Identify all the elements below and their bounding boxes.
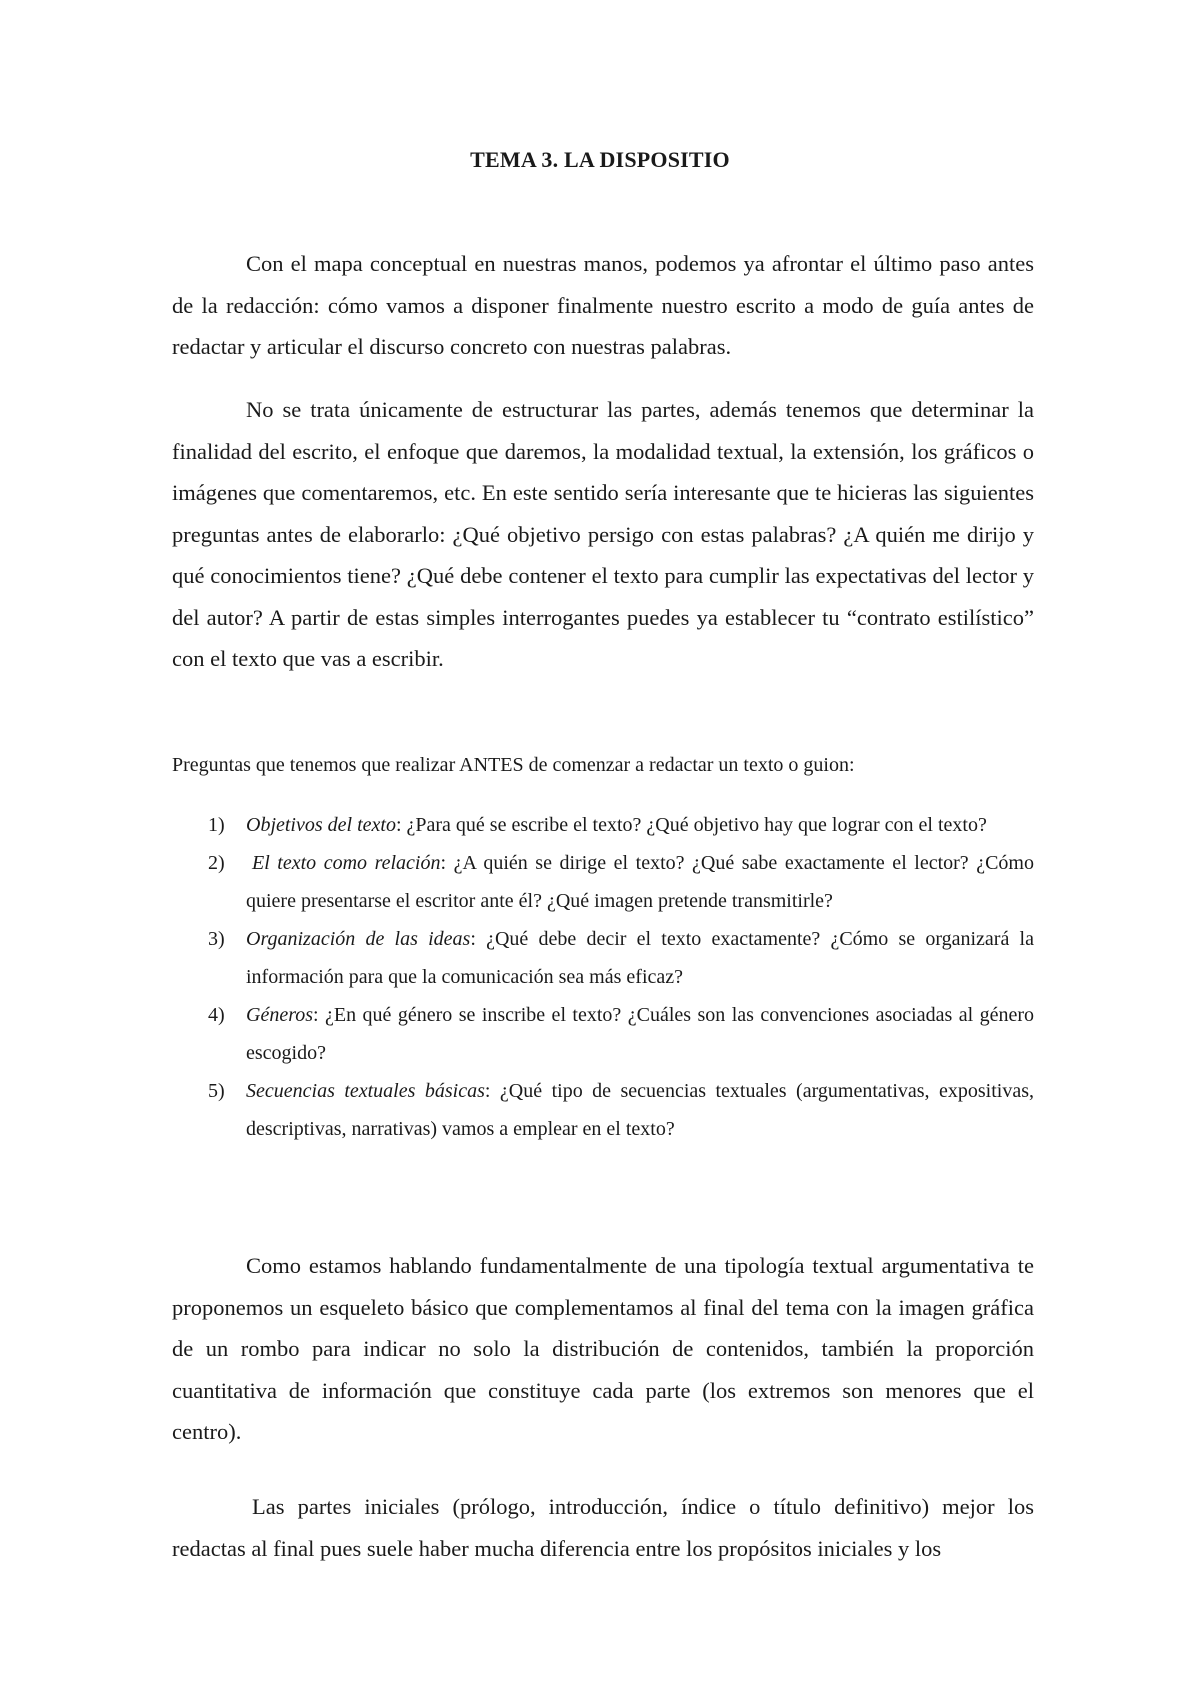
list-item-term: El texto como relación — [252, 852, 441, 874]
list-item — [172, 1072, 1034, 1148]
paragraph-initial-parts: Las partes iniciales (prólogo, introducción, índice o título definitivo) mejor los redactas al final pues suele haber mucha diferencia entre los propósitos iniciales y los — [172, 1494, 1034, 1561]
list-item-term: Objetivos del texto — [246, 814, 396, 836]
list-item — [172, 844, 1034, 920]
list-item-text: : ¿En qué género se inscribe el texto? ¿Cuáles son las convenciones asociadas al género escogido? — [246, 1004, 1034, 1064]
list-item-term: Secuencias textuales básicas — [246, 1080, 485, 1102]
list-item — [172, 806, 1034, 844]
list-item — [172, 920, 1034, 996]
list-item-number: 2) — [208, 852, 225, 874]
list-item-text: : ¿Para qué se escribe el texto? ¿Qué objetivo hay que lograr con el texto? — [395, 814, 987, 836]
list-item-number: 3) — [208, 928, 225, 950]
questions-heading: Preguntas que tenemos que realizar ANTES de comenzar a redactar un texto o guion: — [172, 754, 855, 776]
questions-list — [172, 806, 1034, 1148]
paragraph-structure: Como estamos hablando fundamentalmente de una tipología textual argumentativa te proponemos un esqueleto básico que complementamos al final del tema con la imagen gráfica de un rombo para indicar no solo la distribución de contenidos, también la proporción cuantitativa de información que constituye cada parte (los extremos son menores que el centro). — [172, 1253, 1034, 1444]
list-item-number: 5) — [208, 1080, 225, 1102]
paragraph-intro: Con el mapa conceptual en nuestras manos, podemos ya afrontar el último paso antes de la redacción: cómo vamos a disponer finalmente nuestro escrito a modo de guía antes de redactar y articular el discurso concreto con nuestras palabras. — [172, 251, 1034, 359]
list-item-text: : ¿A quién se dirige el texto? ¿Qué sabe exactamente el lector? ¿Cómo quiere presentarse el escritor ante él? ¿Qué imagen pretende transmitirle? — [246, 852, 1034, 912]
list-item-text: : ¿Qué debe decir el texto exactamente? ¿Cómo se organizará la información para que la comunicación sea más eficaz? — [246, 928, 1034, 988]
list-item-number: 1) — [208, 814, 225, 836]
document-title: TEMA 3. LA DISPOSITIO — [470, 147, 730, 172]
list-item-term: Organización de las ideas — [246, 928, 471, 950]
list-item-text: : ¿Qué tipo de secuencias textuales (argumentativas, expositivas, descriptivas, narrativas) vamos a emplear en el texto? — [246, 1080, 1034, 1140]
paragraph-purpose: No se trata únicamente de estructurar las partes, además tenemos que determinar la finalidad del escrito, el enfoque que daremos, la modalidad textual, la extensión, los gráficos o imágenes que comentaremos, etc. En este sentido sería interesante que te hicieras las siguientes preguntas antes de elaborarlo: ¿Qué objetivo persigo con estas palabras? ¿A quién me dirijo y qué conocimientos tiene? ¿Qué debe contener el texto para cumplir las expectativas del lector y del autor? A partir de estas simples interrogantes puedes ya establecer tu “contrato estilístico” con el texto que vas a escribir. — [172, 397, 1034, 671]
list-item-term: Géneros — [246, 1004, 314, 1026]
list-item-number: 4) — [208, 1004, 225, 1026]
list-item — [172, 996, 1034, 1072]
